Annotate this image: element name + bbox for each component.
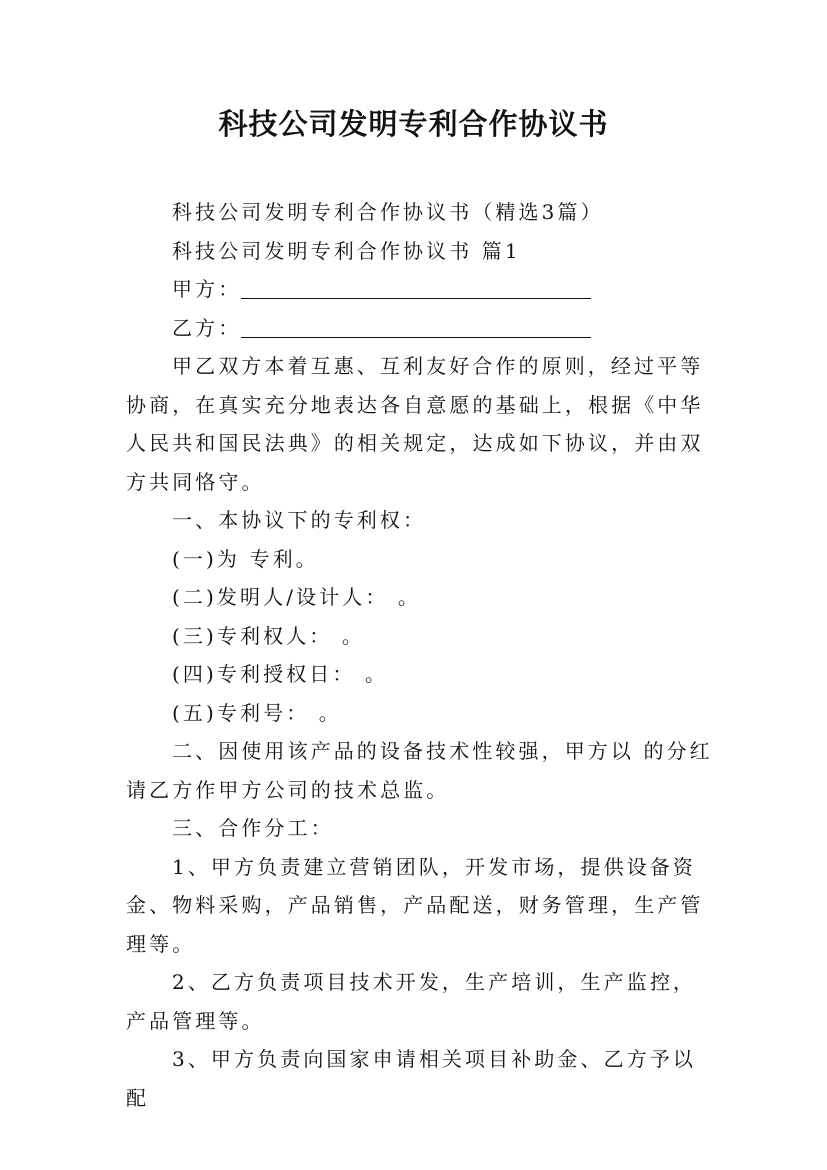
intro-paragraph: 甲乙双方本着互惠、互利友好合作的原则，经过平等协商，在真实充分地表达各自意愿的基础上，根据《中华人民共和国民法典》的相关规定，达成如下协议，并由双方共同恪守。 bbox=[126, 354, 704, 494]
clause-3-item-1: 1、甲方负责建立营销团队，开发市场，提供设备资金、物料采购，产品销售，产品配送，财务管理，生产管理等。 bbox=[126, 854, 704, 956]
party-b-line bbox=[126, 309, 716, 348]
party-b-label: 乙方： bbox=[172, 315, 242, 340]
party-a-blank bbox=[241, 276, 591, 299]
clause-3-heading: 三、合作分工： bbox=[172, 816, 334, 840]
clause-1-heading: 一、本协议下的专利权： bbox=[172, 508, 427, 532]
document-body bbox=[126, 193, 716, 1117]
clause-1-item-3: (三)专利权人： 。 bbox=[172, 623, 365, 648]
clause-2-paragraph: 二、因使用该产品的设备技术性较强，甲方以 的分红请乙方作甲方公司的技术总监。 bbox=[126, 739, 713, 802]
party-b-blank bbox=[241, 315, 591, 338]
clause-1-item-1: (一)为 专利。 bbox=[172, 546, 319, 571]
party-a-line bbox=[126, 270, 716, 309]
subtitle-paragraph: 科技公司发明专利合作协议书（精选3篇） bbox=[172, 200, 604, 224]
section-heading: 科技公司发明专利合作协议书 篇1 bbox=[172, 238, 521, 263]
party-a-label: 甲方： bbox=[172, 277, 242, 301]
clause-1-item-2: (二)发明人/设计人： 。 bbox=[172, 585, 422, 609]
clause-3-item-2: 2、乙方负责项目技术开发，生产培训，生产监控，产品管理等。 bbox=[126, 970, 697, 1033]
clause-1-item-4: (四)专利授权日： 。 bbox=[172, 662, 389, 686]
document-title: 科技公司发明专利合作协议书 bbox=[218, 107, 609, 141]
clause-1-item-5: (五)专利号： 。 bbox=[172, 700, 342, 725]
clause-3-item-3: 3、甲方负责向国家申请相关项目补助金、乙方予以配 bbox=[126, 1047, 697, 1110]
